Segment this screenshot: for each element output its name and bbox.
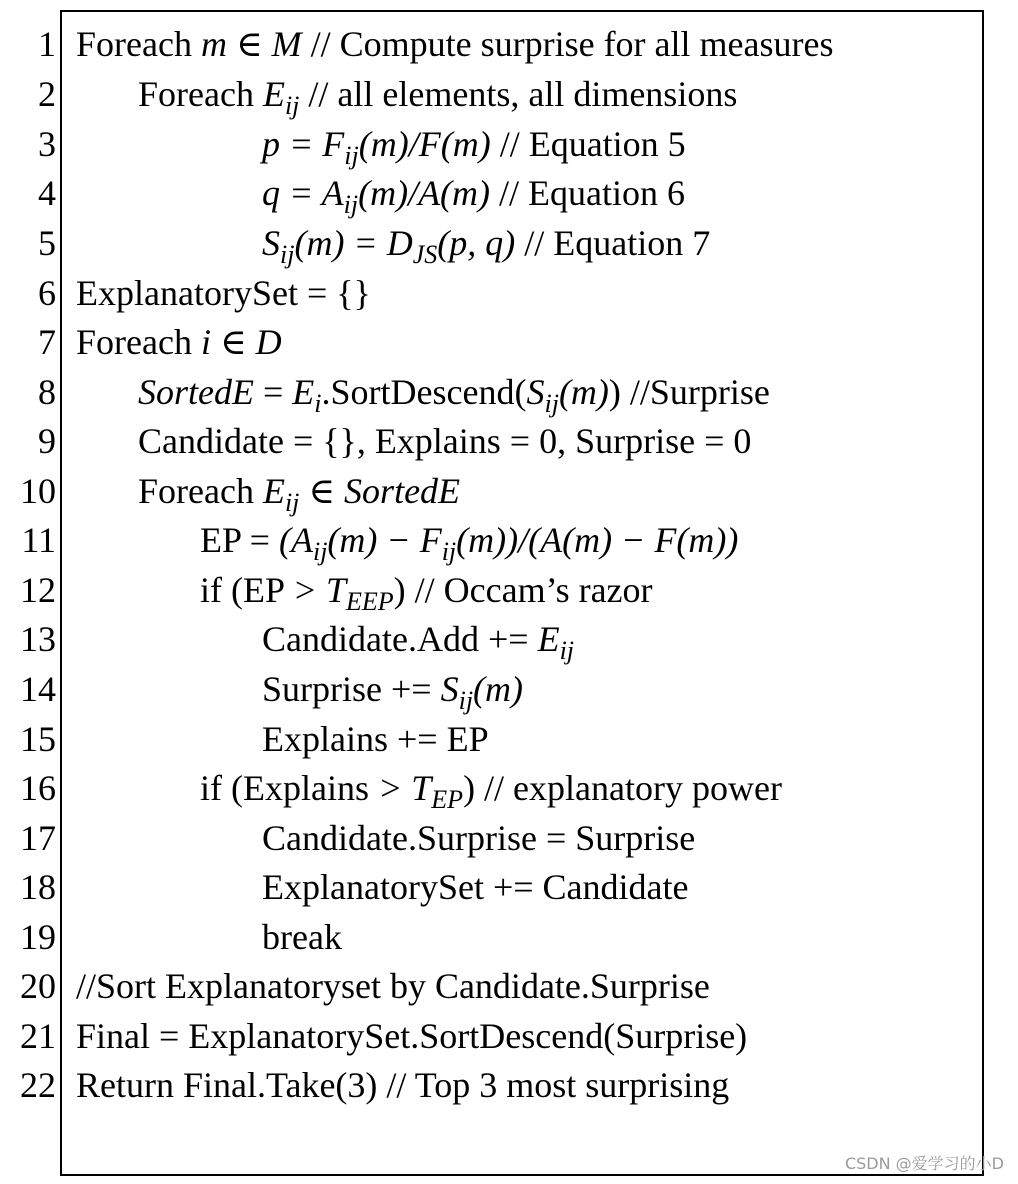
algo-line [0,19,1018,69]
algo-line [0,119,1018,169]
code-text [200,763,782,817]
algo-line [0,218,1018,268]
line-number: 8 [38,372,56,412]
line-number: 18 [20,867,56,907]
algo-line [0,961,1018,1011]
line-number: 3 [38,124,56,164]
statement: Candidate = {}, Explains = 0, Surprise = 0 [138,421,752,461]
statement: Candidate.Add += [262,619,538,659]
math: (m) [558,372,609,412]
line-number: 6 [38,273,56,313]
keyword: Foreach [76,322,201,362]
math: S [440,669,459,709]
math: i ∈ D [200,322,282,362]
code-text [262,912,342,962]
code-text [200,515,738,569]
line-number: 15 [20,719,56,759]
line-number: 4 [38,173,56,213]
code-text [262,218,710,272]
math: (m) [473,669,524,709]
code-text [138,367,770,421]
line-number: 20 [20,966,56,1006]
statement: Candidate.Surprise = Surprise [262,818,696,858]
code-text [262,119,686,173]
code-text [76,317,282,367]
algo-line [0,168,1018,218]
subscript: i [314,389,322,418]
algo-line [0,565,1018,615]
comment: ) // explanatory power [463,768,782,808]
keyword: if (EP [200,570,293,610]
statement: Explains += EP [262,719,489,759]
code-text [262,813,695,863]
statement: ExplanatorySet += Candidate [262,867,689,907]
math: E [292,372,315,412]
algo-line [0,664,1018,714]
code-text [138,69,737,123]
subscript: JS [412,240,438,269]
subscript: EEP [345,587,394,616]
algo-line [0,69,1018,119]
math: > T [292,570,346,610]
code-text [200,565,653,619]
math: q = A [262,173,344,213]
comment: // Compute surprise for all measures [301,24,834,64]
watermark: CSDN @爱学习的小D [844,1154,1004,1173]
math: S [262,223,280,263]
comment: // Equation 5 [490,124,686,164]
line-number: 14 [20,669,56,709]
code-text [262,664,523,718]
keyword: Foreach [138,471,263,511]
comment: //Sort Explanatoryset by Candidate.Surprise [76,966,710,1006]
algo-line [0,515,1018,565]
line-number: 2 [38,74,56,114]
algo-line [0,813,1018,863]
math: (p, q) [437,223,516,263]
code-text [76,268,371,318]
math: (m) − F [327,520,442,560]
code-text [138,416,751,466]
statement: Return Final.Take(3) // Top 3 most surprising [76,1065,730,1105]
math: > T [377,768,432,808]
math: (A [278,520,313,560]
subscript: ij [284,91,300,120]
math: S [526,372,545,412]
algo-line [0,367,1018,417]
comment: // Equation 7 [515,223,711,263]
algo-line [0,416,1018,466]
subscript: ij [441,537,457,566]
subscript: EP [431,785,464,814]
code-text [76,1011,747,1061]
comment: ) //Surprise [608,372,770,412]
line-number: 22 [20,1065,56,1105]
subscript: ij [280,240,295,269]
math: (m))/(A(m) − F(m)) [456,520,739,560]
statement: Surprise += [262,669,441,709]
math: (m)/F(m) [358,124,491,164]
statement: Final = ExplanatorySet.SortDescend(Surprise) [76,1016,748,1056]
algo-line [0,466,1018,516]
algo-line [0,268,1018,318]
code-text [138,466,460,520]
algo-line [0,862,1018,912]
subscript: ij [343,190,359,219]
line-number: 12 [20,570,56,610]
line-number: 1 [38,24,56,64]
algo-line [0,1011,1018,1061]
algo-line [0,763,1018,813]
keyword: Foreach [138,74,263,114]
line-number: 17 [20,818,56,858]
code-text [76,961,710,1011]
math: ∈ SortedE [299,471,461,511]
algo-line [0,317,1018,367]
line-number: 16 [20,768,56,808]
code-text [262,614,574,668]
math: E [262,74,285,114]
code-text [76,19,833,69]
math: E [537,619,560,659]
math: m ∈ M [200,24,302,64]
keyword: if (Explains [200,768,378,808]
algo-line [0,1060,1018,1110]
code-text [262,862,689,912]
algo-line [0,714,1018,764]
algo-line [0,912,1018,962]
comment: // all elements, all dimensions [299,74,738,114]
subscript: ij [344,141,359,170]
subscript: ij [312,537,328,566]
math: E [262,471,285,511]
code-text [262,168,685,222]
line-number: 11 [21,520,56,560]
subscript: ij [559,636,575,665]
subscript: ij [458,686,474,715]
keyword: Foreach [76,24,201,64]
algo-line [0,614,1018,664]
code-text [262,714,489,764]
math: p = F [262,124,345,164]
statement: .SortDescend( [321,372,527,412]
math: (m) = D [294,223,413,263]
statement: ExplanatorySet = {} [76,273,371,313]
statement: break [262,917,342,957]
subscript: ij [284,488,300,517]
line-number: 19 [20,917,56,957]
line-number: 9 [38,421,56,461]
math: SortedE [138,372,254,412]
line-number: 7 [38,322,56,362]
operator: = [253,372,293,412]
subscript: ij [544,389,559,418]
line-number: 13 [20,619,56,659]
statement: EP = [200,520,279,560]
code-text [76,1060,729,1110]
math: (m)/A(m) [358,173,491,213]
line-number: 10 [20,471,56,511]
comment: // Equation 6 [490,173,686,213]
line-number: 5 [38,223,56,263]
line-number: 21 [20,1016,56,1056]
comment: ) // Occam’s razor [393,570,653,610]
